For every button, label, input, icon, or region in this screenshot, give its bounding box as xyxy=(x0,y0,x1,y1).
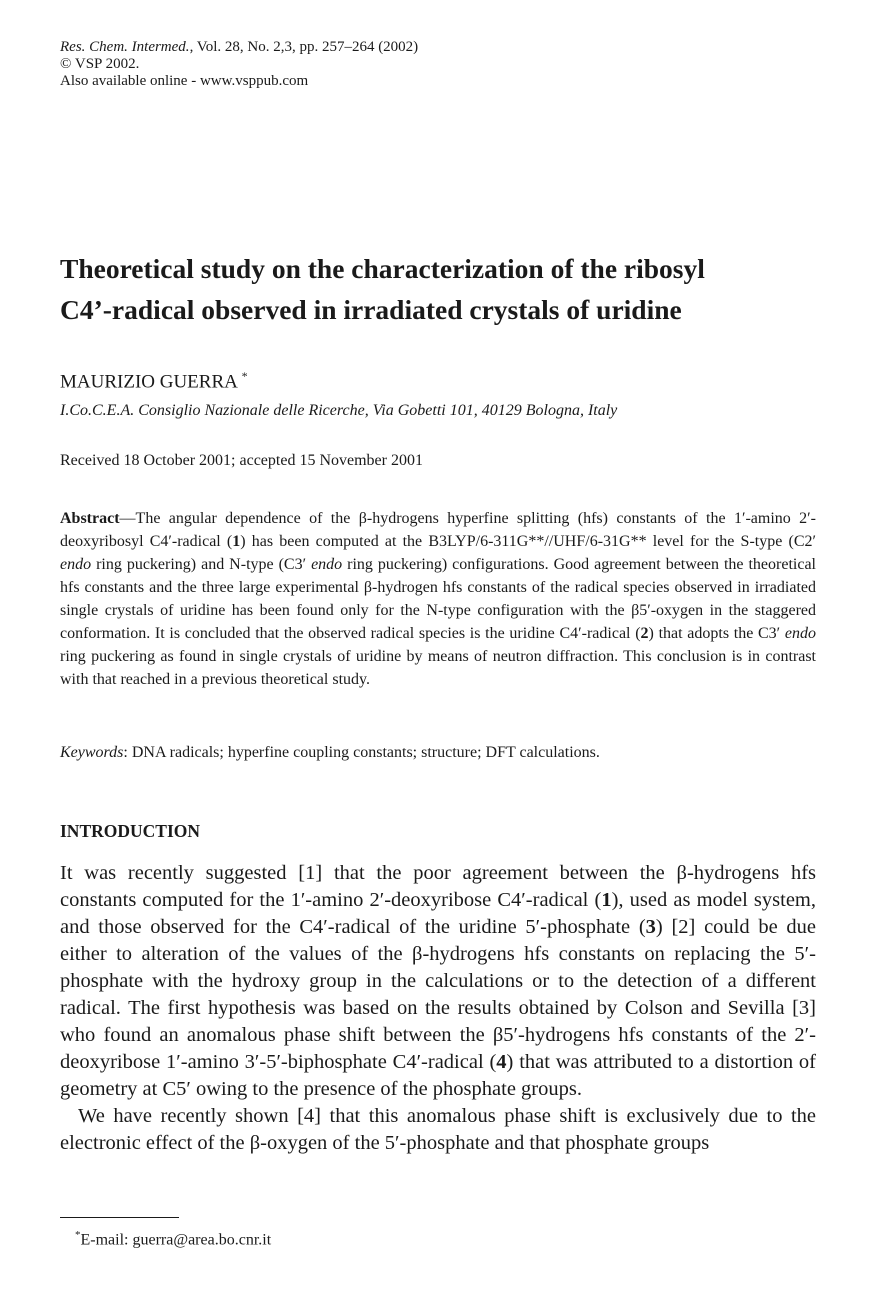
body-paragraph: We have recently shown [4] that this anomalous phase shift is exclusively due to the electronic effect of the β-oxygen of the 5′-phosphate and that phosphate groups xyxy=(60,1105,816,1154)
body-text: It was recently suggested [1] that the poor agreement between the β-hydrogens hfs constants computed for the 1′-amino 2′-deoxyribose C4′-radical ( xyxy=(60,862,816,911)
footnote xyxy=(75,1229,271,1249)
keywords-text: : DNA radicals; hyperfine coupling constants; structure; DFT calculations. xyxy=(123,744,600,761)
section-heading-introduction: INTRODUCTION xyxy=(60,821,201,841)
online-availability: Also available online - www.vsppub.com xyxy=(60,73,309,89)
abstract-text: ring puckering as found in single crystals of uridine by means of neutron diffraction. This conclusion is in contrast with that reached in a previous theoretical study. xyxy=(60,648,816,688)
introduction-body xyxy=(60,860,816,1157)
compound-ref: 2 xyxy=(640,625,649,642)
citation-details: , Vol. 28, No. 2,3, pp. 257–264 (2002) xyxy=(189,39,419,55)
compound-ref: 1 xyxy=(232,533,241,550)
footnote-mark: * xyxy=(75,1229,81,1241)
abstract-text: ) that adopts the C3′ xyxy=(648,625,785,642)
title-line-1: Theoretical study on the characterization of the ribosyl xyxy=(60,253,705,284)
journal-name: Res. Chem. Intermed. xyxy=(60,39,190,55)
abstract-text: ring puckering) and N-type (C3′ xyxy=(91,556,312,573)
affiliation: I.Co.C.E.A. Consiglio Nazionale delle Ricerche, Via Gobetti 101, 40129 Bologna, Italy xyxy=(60,402,618,419)
citation-line xyxy=(60,39,418,56)
abstract-label: Abstract xyxy=(60,510,120,527)
abstract-text: —The angular dependence of the β-hydrogens hyperfine splitting (hfs) constants of the 1′-amino 2′-deoxyribosyl C4′-radical ( xyxy=(60,510,816,550)
body-text: ) that was attributed to a distortion of geometry at C5′ owing to the presence of the phosphate groups. xyxy=(60,1051,816,1100)
body-paragraph xyxy=(60,860,816,1103)
footnote-email: E-mail: guerra@area.bo.cnr.it xyxy=(80,1231,272,1249)
received-dates: Received 18 October 2001; accepted 15 November 2001 xyxy=(60,452,423,469)
abstract-italic: endo xyxy=(60,556,92,573)
abstract xyxy=(60,507,816,691)
title-line-2: C4’-radical observed in irradiated crystals of uridine xyxy=(60,294,682,325)
abstract-text: ) has been computed at the B3LYP/6-311G**//UHF/6-31G** level for the S-type (C2′ xyxy=(240,533,817,550)
abstract-italic: endo xyxy=(311,556,343,573)
copyright-line: © VSP 2002. xyxy=(60,56,140,72)
paper-title xyxy=(60,248,816,330)
footnote-rule xyxy=(60,1217,179,1218)
compound-ref: 1 xyxy=(601,889,612,911)
journal-header xyxy=(60,39,418,90)
body-text: ) [2] could be due either to alteration of the values of the β-hydrogens hfs constants on replacing the 5′-phosphate with the hydroxy group in the calculations or to the detection of a different radical. The first hypothesis was based on the results obtained by Colson and Sevilla [3] who found an anomalous phase shift between the β5′-hydrogens hfs constants of the 2′-deoxyribose 1′-amino 3′-5′-biphosphate C4′-radical ( xyxy=(60,916,816,1073)
compound-ref: 3 xyxy=(645,916,656,938)
author xyxy=(60,369,248,393)
abstract-text: ring puckering) configurations. Good agreement between the theoretical hfs constants and the three large experimental β-hydrogen hfs constants of the radical species observed in irradiated single crystals of uridine has been found only for the N-type configuration with the β5′-oxygen in the staggered conformation. It is concluded that the observed radical species is the uridine C4′-radical ( xyxy=(60,556,817,642)
keywords-label: Keywords xyxy=(60,744,124,761)
author-footnote-mark: * xyxy=(241,369,248,383)
author-name: MAURIZIO GUERRA xyxy=(60,371,237,393)
body-text: ), used as model system, and those observed for the C4′-radical of the uridine 5′-phosphate ( xyxy=(60,889,817,938)
abstract-italic: endo xyxy=(784,625,816,642)
compound-ref: 4 xyxy=(496,1051,507,1073)
keywords xyxy=(60,744,600,762)
